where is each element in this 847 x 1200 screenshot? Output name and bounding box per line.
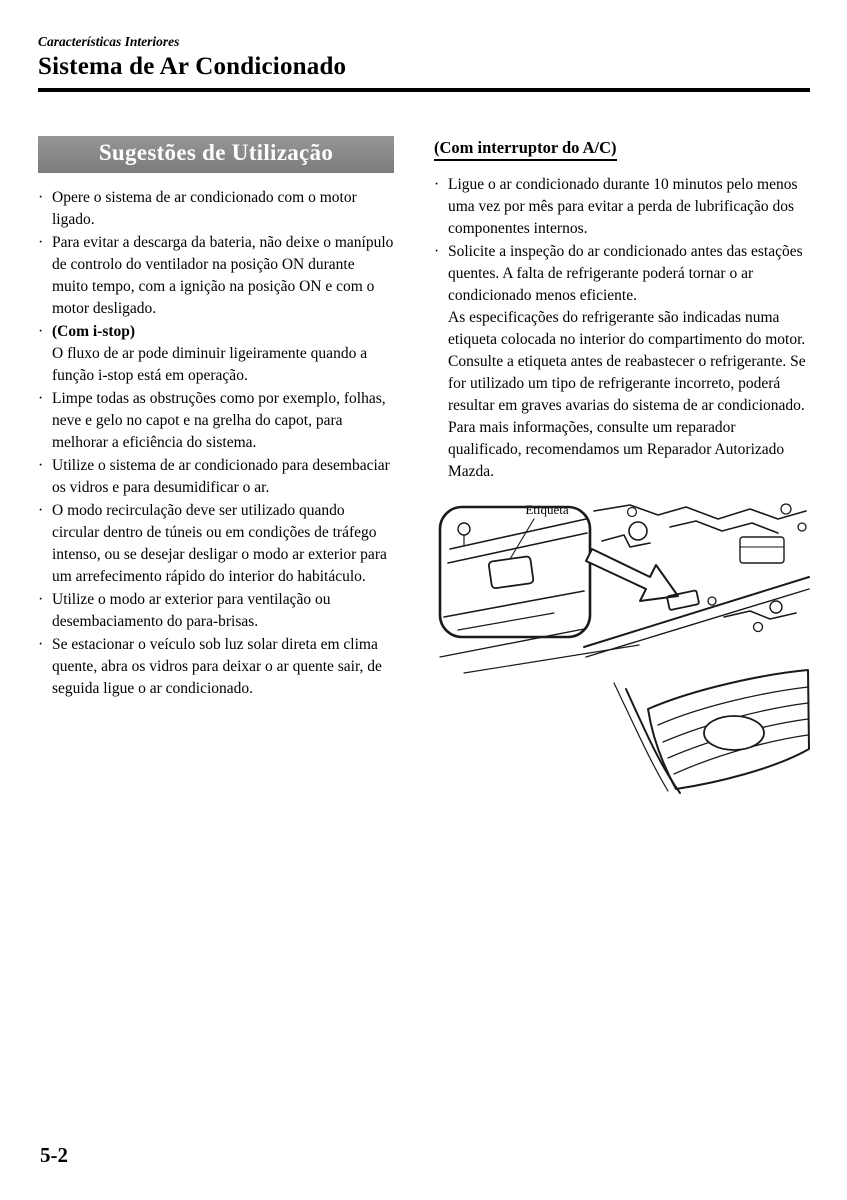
list-item	[38, 455, 394, 499]
two-column-layout	[38, 136, 810, 795]
list-item	[434, 174, 810, 240]
bullet-paragraph: As especificações do refrigerante são indicadas numa etiqueta colocada no interior do compartimento do motor. Consulte a etiqueta antes de reabastecer o refrigerante. Se for utilizado um tipo de refrigerante incorreto, poderá resultar em graves avarias do sistema de ar condicionado.	[448, 309, 806, 414]
left-column	[38, 136, 394, 795]
bullet-icon: ·	[38, 323, 44, 340]
list-item	[38, 634, 394, 700]
list-item	[38, 589, 394, 633]
bullet-icon: ·	[434, 176, 440, 193]
subsection-heading-wrap	[434, 138, 810, 161]
bullet-body: O fluxo de ar pode diminuir ligeiramente quando a função i-stop está em operação.	[52, 345, 368, 384]
section-banner: Sugestões de Utilização	[38, 136, 394, 173]
subsection-heading: (Com interruptor do A/C)	[434, 138, 617, 161]
bullet-text: Se estacionar o veículo sob luz solar direta em clima quente, abra os vidros para deixar o ar quente sair, de seguida ligue o ar condicionado.	[52, 636, 382, 697]
bullet-icon: ·	[38, 502, 44, 519]
figure-callout-label: Etiqueta	[525, 502, 569, 517]
bullet-icon: ·	[38, 636, 44, 653]
bullet-icon: ·	[38, 390, 44, 407]
breadcrumb: Características Interiores	[38, 34, 180, 49]
bullet-icon: ·	[434, 243, 440, 260]
bullet-icon: ·	[38, 189, 44, 206]
bullet-text: Opere o sistema de ar condicionado com o motor ligado.	[52, 189, 357, 228]
bullet-text: Para evitar a descarga da bateria, não deixe o manípulo de controlo do ventilador na posição ON durante muito tempo, com a ignição na posição ON e com o motor desligado.	[52, 234, 394, 317]
bullet-text: O modo recirculação deve ser utilizado quando circular dentro de túneis ou em condições de tráfego intenso, ou se desejar desligar o modo ar exterior para um arrefecimento rápido do interior do habitáculo.	[52, 502, 387, 585]
bullet-text: Utilize o sistema de ar condicionado para desembaciar os vidros e para desumidificar o ar.	[52, 457, 390, 496]
bullet-paragraph: Para mais informações, consulte um reparador qualificado, recomendamos um Reparador Autorizado Mazda.	[448, 419, 785, 480]
list-item	[38, 187, 394, 231]
bullet-text	[448, 174, 810, 240]
bullet-text	[448, 241, 810, 483]
bullet-bold-label: (Com i-stop)	[52, 323, 136, 340]
engine-bay-illustration	[434, 497, 810, 795]
bullet-icon: ·	[38, 591, 44, 608]
list-item	[38, 232, 394, 320]
bullet-icon: ·	[38, 457, 44, 474]
title-rule	[38, 88, 810, 92]
list-item	[38, 388, 394, 454]
page-title: Sistema de Ar Condicionado	[38, 53, 347, 80]
right-column	[434, 136, 810, 795]
bullet-text: Utilize o modo ar exterior para ventilação ou desembaciamento do para-brisas.	[52, 591, 331, 630]
list-item	[434, 241, 810, 483]
bullet-paragraph: Solicite a inspeção do ar condicionado antes das estações quentes. A falta de refrigerante poderá tornar o ar condicionado menos eficiente.	[448, 243, 803, 304]
left-bullet-list	[38, 187, 394, 700]
bullet-icon: ·	[38, 234, 44, 251]
page-number: 5-2	[40, 1143, 68, 1167]
bullet-text: Limpe todas as obstruções como por exemplo, folhas, neve e gelo no capot e na grelha do capot, para melhorar a eficiência do sistema.	[52, 390, 386, 451]
bullet-paragraph: Ligue o ar condicionado durante 10 minutos pelo menos uma vez por mês para evitar a perda de lubrificação dos componentes internos.	[448, 176, 798, 237]
list-item	[38, 500, 394, 588]
list-item	[38, 321, 394, 387]
right-bullet-list	[434, 174, 810, 483]
engine-bay-line-art	[434, 497, 810, 795]
bullet-text	[52, 321, 394, 387]
